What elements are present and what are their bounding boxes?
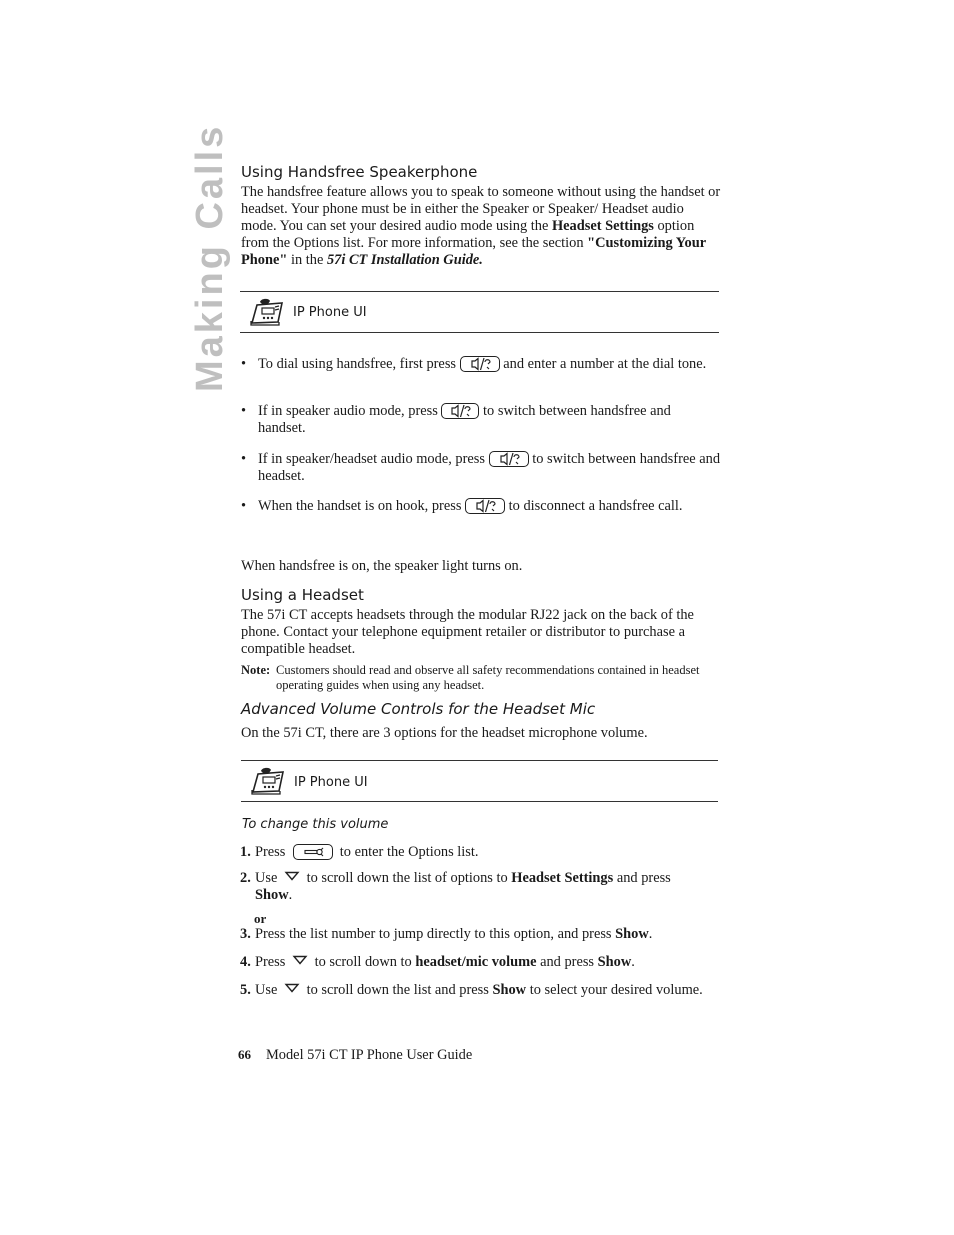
installation-guide-reference: 57i CT Installation Guide. <box>326 252 483 268</box>
step-number: 4. <box>240 954 251 970</box>
ip-phone-ui-label: IP Phone UI <box>294 775 368 790</box>
page-number: 66 <box>238 1047 251 1062</box>
procedure-heading: To change this volume <box>242 817 389 832</box>
step-1: Press to enter the Options list. <box>255 844 479 860</box>
speaker-key-icon <box>441 403 479 419</box>
list-item: If in speaker/headset audio mode, press to switch between handsfree and headset. <box>258 451 721 484</box>
or-separator: or <box>254 911 267 926</box>
step-number: 3. <box>240 926 251 942</box>
step-3: Press the list number to jump directly to this option, and press Show. <box>255 926 653 942</box>
show-softkey-term: Show <box>597 954 632 970</box>
bullet-mark: • <box>241 498 247 514</box>
down-arrow-icon <box>281 870 303 887</box>
show-softkey-term: Show <box>255 887 289 904</box>
speaker-key-icon <box>465 498 505 514</box>
show-softkey-term: Show <box>492 982 527 998</box>
bullet-mark: • <box>241 356 247 372</box>
headset-settings-term: Headset Settings <box>551 218 654 234</box>
options-key-icon <box>293 844 333 860</box>
divider-top <box>240 291 719 292</box>
footer-title: Model 57i CT IP Phone User Guide <box>266 1047 473 1063</box>
list-item: If in speaker audio mode, press to switch between handsfree and handset. <box>258 403 671 436</box>
step-number: 1. <box>240 844 251 860</box>
down-arrow-icon <box>281 982 303 999</box>
speaker-light-note: When handsfree is on, the speaker light turns on. <box>241 558 523 574</box>
advanced-volume-paragraph: On the 57i CT, there are 3 options for the headset microphone volume. <box>241 725 648 741</box>
bullet-mark: • <box>241 451 247 467</box>
step-5: Use to scroll down the list and press Show to select your desired volume. <box>255 982 703 998</box>
divider-bottom <box>241 801 718 802</box>
bullet-mark: • <box>241 403 247 419</box>
show-softkey-term: Show <box>615 926 649 942</box>
list-item: When the handset is on hook, press to disconnect a handsfree call. <box>258 498 683 514</box>
step-4: Press to scroll down to headset/mic volume and press Show. <box>255 954 635 970</box>
ip-phone-icon <box>249 766 287 801</box>
divider-bottom <box>240 332 719 333</box>
side-section-title: Making Calls <box>189 123 231 392</box>
handsfree-paragraph: The handsfree feature allows you to speak to someone without using the handset or headset. Your phone must be in either the Speaker or Speaker/ Headset audio mode. You can set your desired audio mode using the Headset Settings option from the Options list. For more information, see the section "Customizing Your Phone" in the 57i CT Installation Guide. <box>241 184 721 268</box>
safety-note-text: Customers should read and observe all safety recommendations contained in headset operating guides when using any headset. <box>276 663 700 692</box>
step-2: Use to scroll down the list of options to Headset Settings and press Show. <box>255 870 671 904</box>
list-item: To dial using handsfree, first press and enter a number at the dial tone. <box>258 356 707 372</box>
section-heading-advanced-volume: Advanced Volume Controls for the Headset Mic <box>241 700 596 718</box>
headset-paragraph: The 57i CT accepts headsets through the modular RJ22 jack on the back of the phone. Contact your telephone equipment retailer or distributor to purchase a compatible headset. <box>241 607 694 657</box>
speaker-key-icon <box>489 451 529 467</box>
step-number: 2. <box>240 870 251 886</box>
divider-top <box>241 760 718 761</box>
note-label: Note: <box>241 663 271 677</box>
ip-phone-ui-label: IP Phone UI <box>293 305 367 320</box>
step-number: 5. <box>240 982 251 998</box>
customizing-phone-reference: "Customizing Your Phone" <box>241 235 706 268</box>
down-arrow-icon <box>289 954 311 971</box>
section-heading-handsfree: Using Handsfree Speakerphone <box>241 163 478 181</box>
speaker-key-icon <box>460 356 500 372</box>
headset-settings-term: Headset Settings <box>511 870 614 886</box>
ip-phone-icon <box>248 297 286 332</box>
section-heading-headset: Using a Headset <box>241 586 364 604</box>
headset-mic-volume-term: headset/mic volume <box>415 954 537 970</box>
